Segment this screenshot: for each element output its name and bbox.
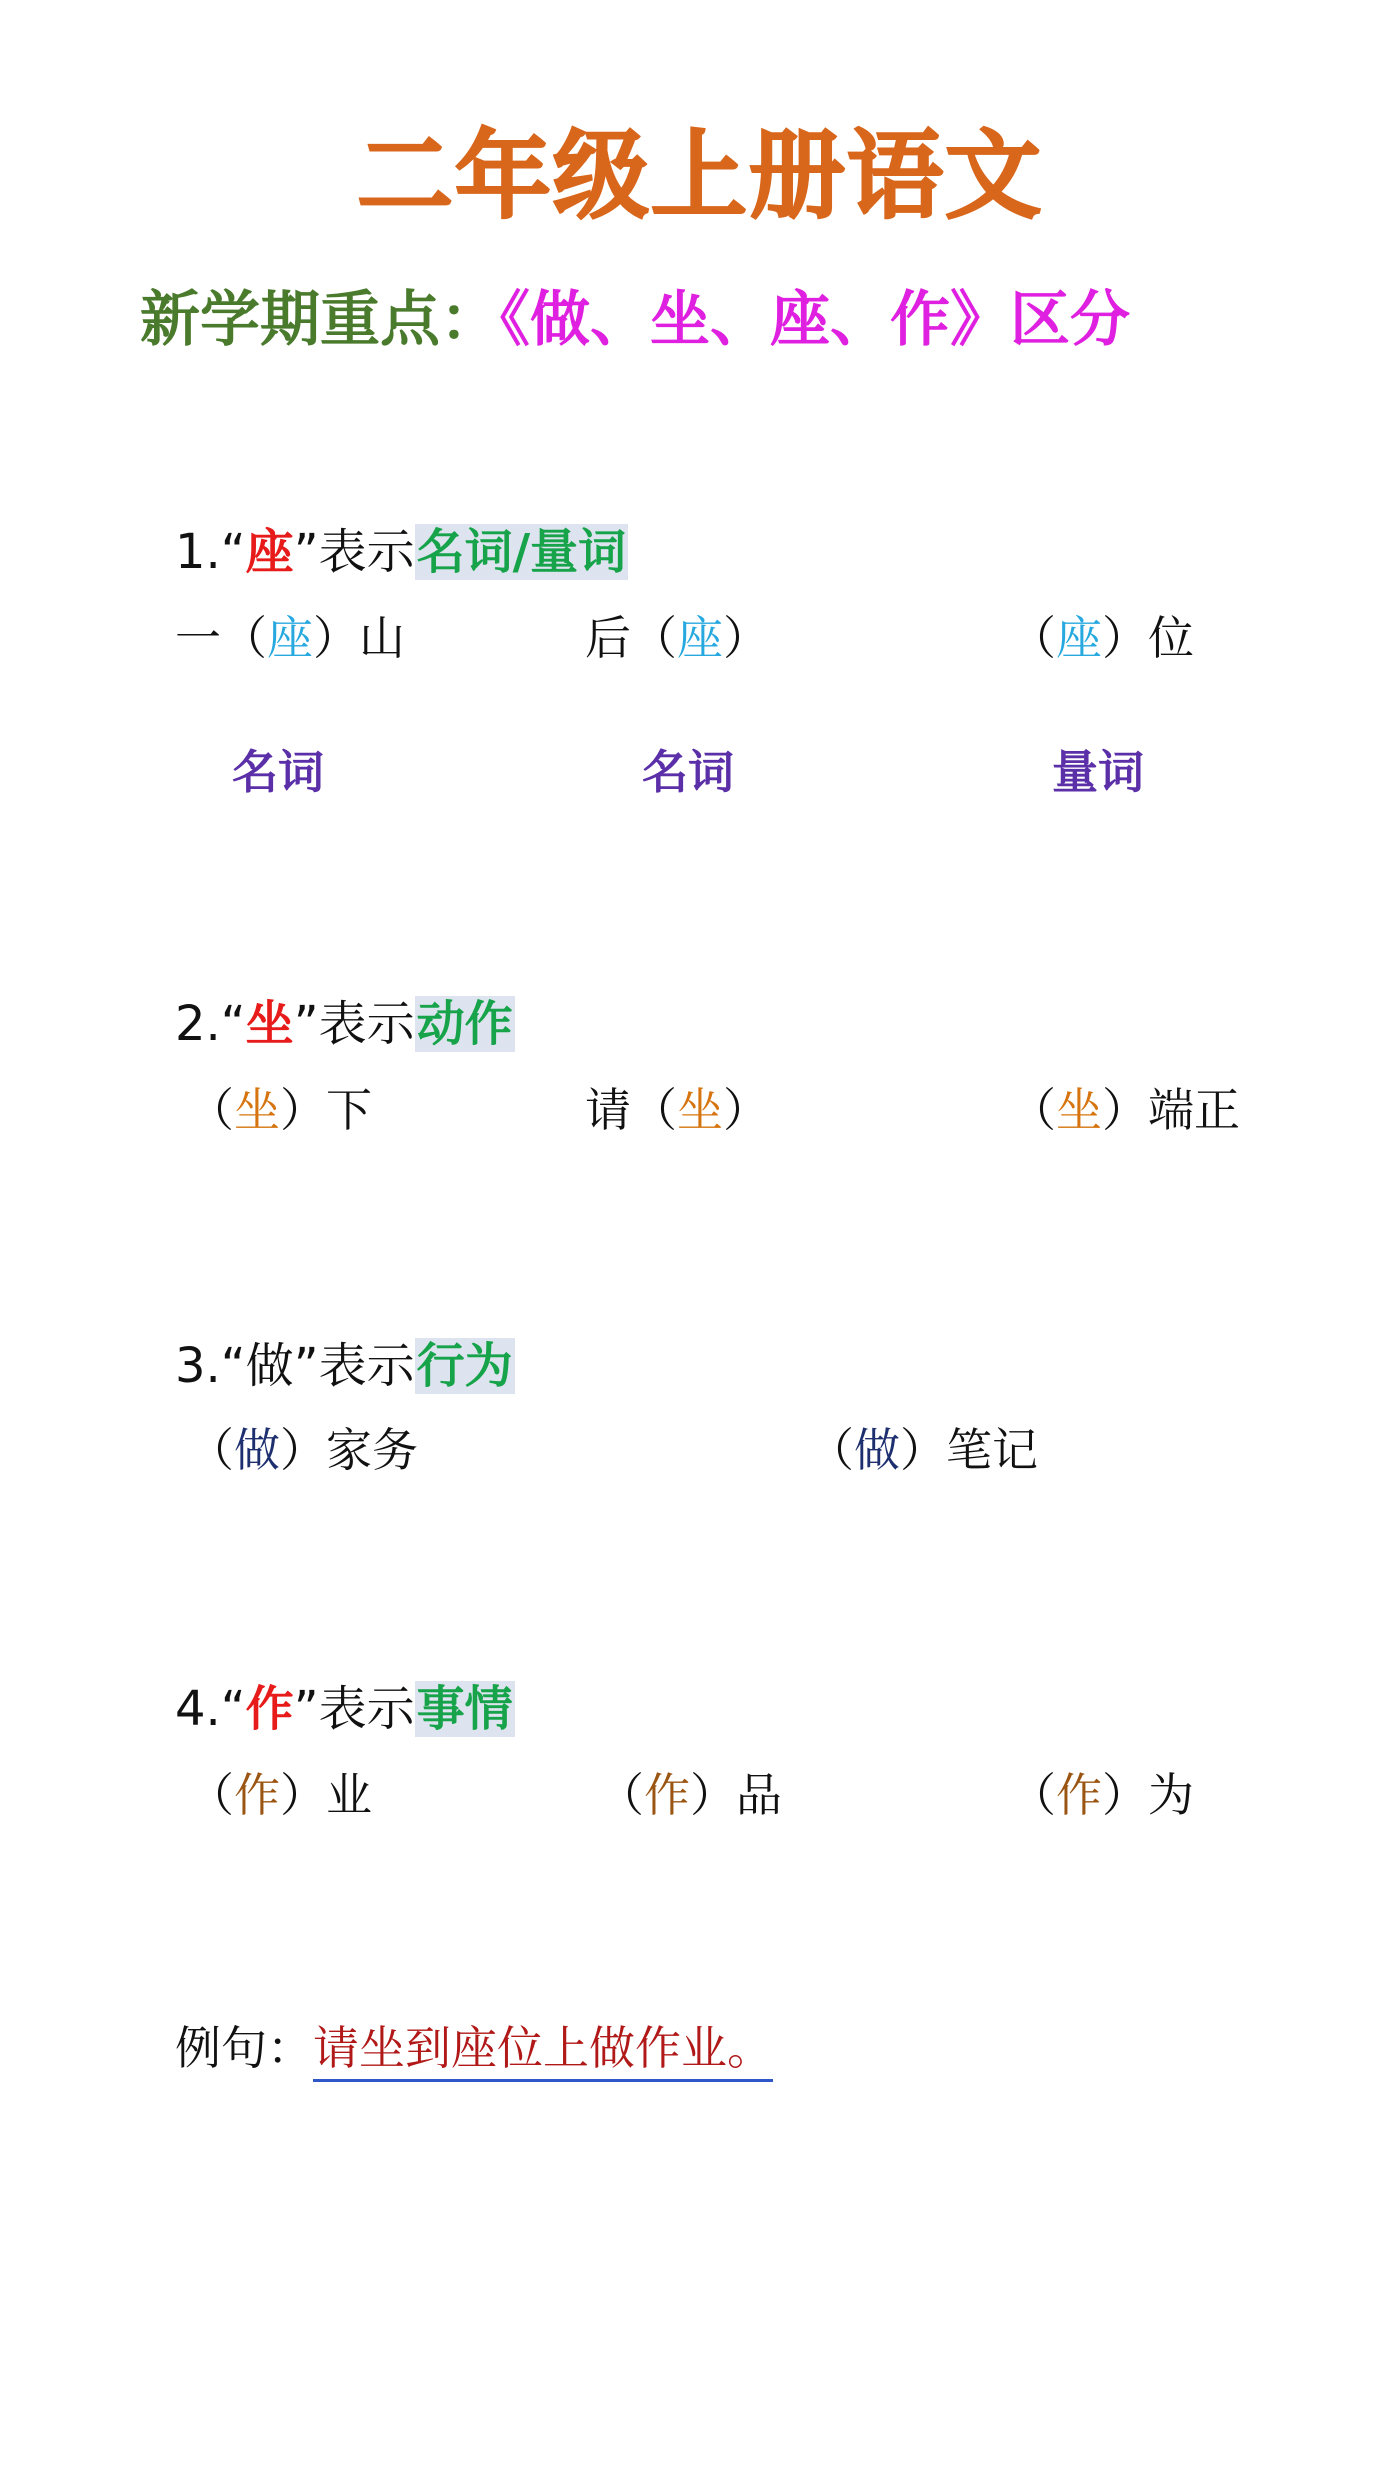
item-word: 作	[644, 1768, 690, 1822]
section-verb: 表示	[318, 1338, 415, 1394]
item-prefix: （	[188, 1768, 234, 1822]
item-prefix: 后（	[585, 611, 677, 665]
item-word: 作	[1056, 1768, 1102, 1822]
subtitle-prefix: 新学期重点：	[140, 285, 500, 355]
section-verb: 表示	[318, 1681, 415, 1737]
subtitle	[140, 272, 1130, 358]
item-prefix: （	[1010, 1083, 1056, 1137]
section-4-item-1	[188, 1765, 372, 1825]
section-2-item-1	[188, 1080, 372, 1140]
open-quote: “	[220, 524, 246, 580]
section-char: 座	[245, 524, 294, 580]
close-quote: ”	[293, 1338, 319, 1394]
section-char: 作	[245, 1681, 294, 1737]
item-suffix: ）下	[280, 1083, 372, 1137]
section-1-heading	[175, 516, 628, 588]
section-4-item-2	[598, 1765, 782, 1825]
section-1-item-1	[175, 608, 405, 668]
item-prefix: 一（	[175, 611, 267, 665]
close-quote: ”	[293, 996, 319, 1052]
item-prefix: （	[808, 1423, 854, 1477]
example-sentence	[175, 2012, 773, 2078]
item-word: 坐	[234, 1083, 280, 1137]
item-word: 做	[854, 1423, 900, 1477]
item-word: 座	[267, 611, 313, 665]
item-suffix: ）家务	[280, 1423, 418, 1477]
item-suffix: ）为	[1102, 1768, 1194, 1822]
section-number: 3.	[175, 1338, 221, 1394]
item-suffix: ）端正	[1102, 1083, 1240, 1137]
section-3-heading	[175, 1330, 515, 1402]
close-quote: ”	[293, 1681, 319, 1737]
section-4-item-3	[1010, 1765, 1194, 1825]
section-verb: 表示	[318, 524, 415, 580]
open-quote: “	[220, 996, 246, 1052]
item-word: 坐	[677, 1083, 723, 1137]
section-1-item-3	[1010, 608, 1194, 668]
item-prefix: （	[1010, 1768, 1056, 1822]
open-quote: “	[220, 1338, 246, 1394]
section-3-item-2	[808, 1420, 1038, 1480]
section-meaning: 名词/量词	[416, 524, 627, 580]
item-word: 做	[234, 1423, 280, 1477]
section-3-item-1	[188, 1420, 418, 1480]
section-meaning: 行为	[416, 1338, 513, 1394]
section-meaning: 动作	[416, 996, 513, 1052]
item-word: 作	[234, 1768, 280, 1822]
pos-label: 名词	[642, 745, 734, 799]
item-prefix: （	[598, 1768, 644, 1822]
section-1-item-2	[585, 608, 769, 668]
section-verb: 表示	[318, 996, 415, 1052]
pos-label: 量词	[1052, 745, 1144, 799]
section-char: 做	[245, 1338, 294, 1394]
subtitle-highlight: 《做、坐、座、作》区分	[500, 285, 1130, 355]
item-suffix: ）山	[313, 611, 405, 665]
section-4-heading	[175, 1673, 515, 1745]
item-prefix: （	[188, 1083, 234, 1137]
item-prefix: （	[188, 1423, 234, 1477]
example-label: 例句：	[175, 2021, 313, 2075]
section-2-item-3	[1010, 1080, 1240, 1140]
item-word: 座	[1056, 611, 1102, 665]
section-number: 4.	[175, 1681, 221, 1737]
item-word: 坐	[1056, 1083, 1102, 1137]
section-2-item-2	[585, 1080, 769, 1140]
section-char: 坐	[245, 996, 294, 1052]
item-prefix: 请（	[585, 1083, 677, 1137]
item-suffix: ）位	[1102, 611, 1194, 665]
item-suffix: ）笔记	[900, 1423, 1038, 1477]
item-suffix: ）	[723, 611, 769, 665]
example-text: 请坐到座位上做作业。	[313, 2021, 773, 2082]
pos-label: 名词	[232, 745, 324, 799]
item-suffix: ）	[723, 1083, 769, 1137]
section-number: 2.	[175, 996, 221, 1052]
item-prefix: （	[1010, 611, 1056, 665]
close-quote: ”	[293, 524, 319, 580]
open-quote: “	[220, 1681, 246, 1737]
item-suffix: ）品	[690, 1768, 782, 1822]
section-number: 1.	[175, 524, 221, 580]
page-title: 二年级上册语文	[357, 120, 1043, 232]
section-meaning: 事情	[416, 1681, 513, 1737]
item-suffix: ）业	[280, 1768, 372, 1822]
item-word: 座	[677, 611, 723, 665]
section-2-heading	[175, 988, 515, 1060]
